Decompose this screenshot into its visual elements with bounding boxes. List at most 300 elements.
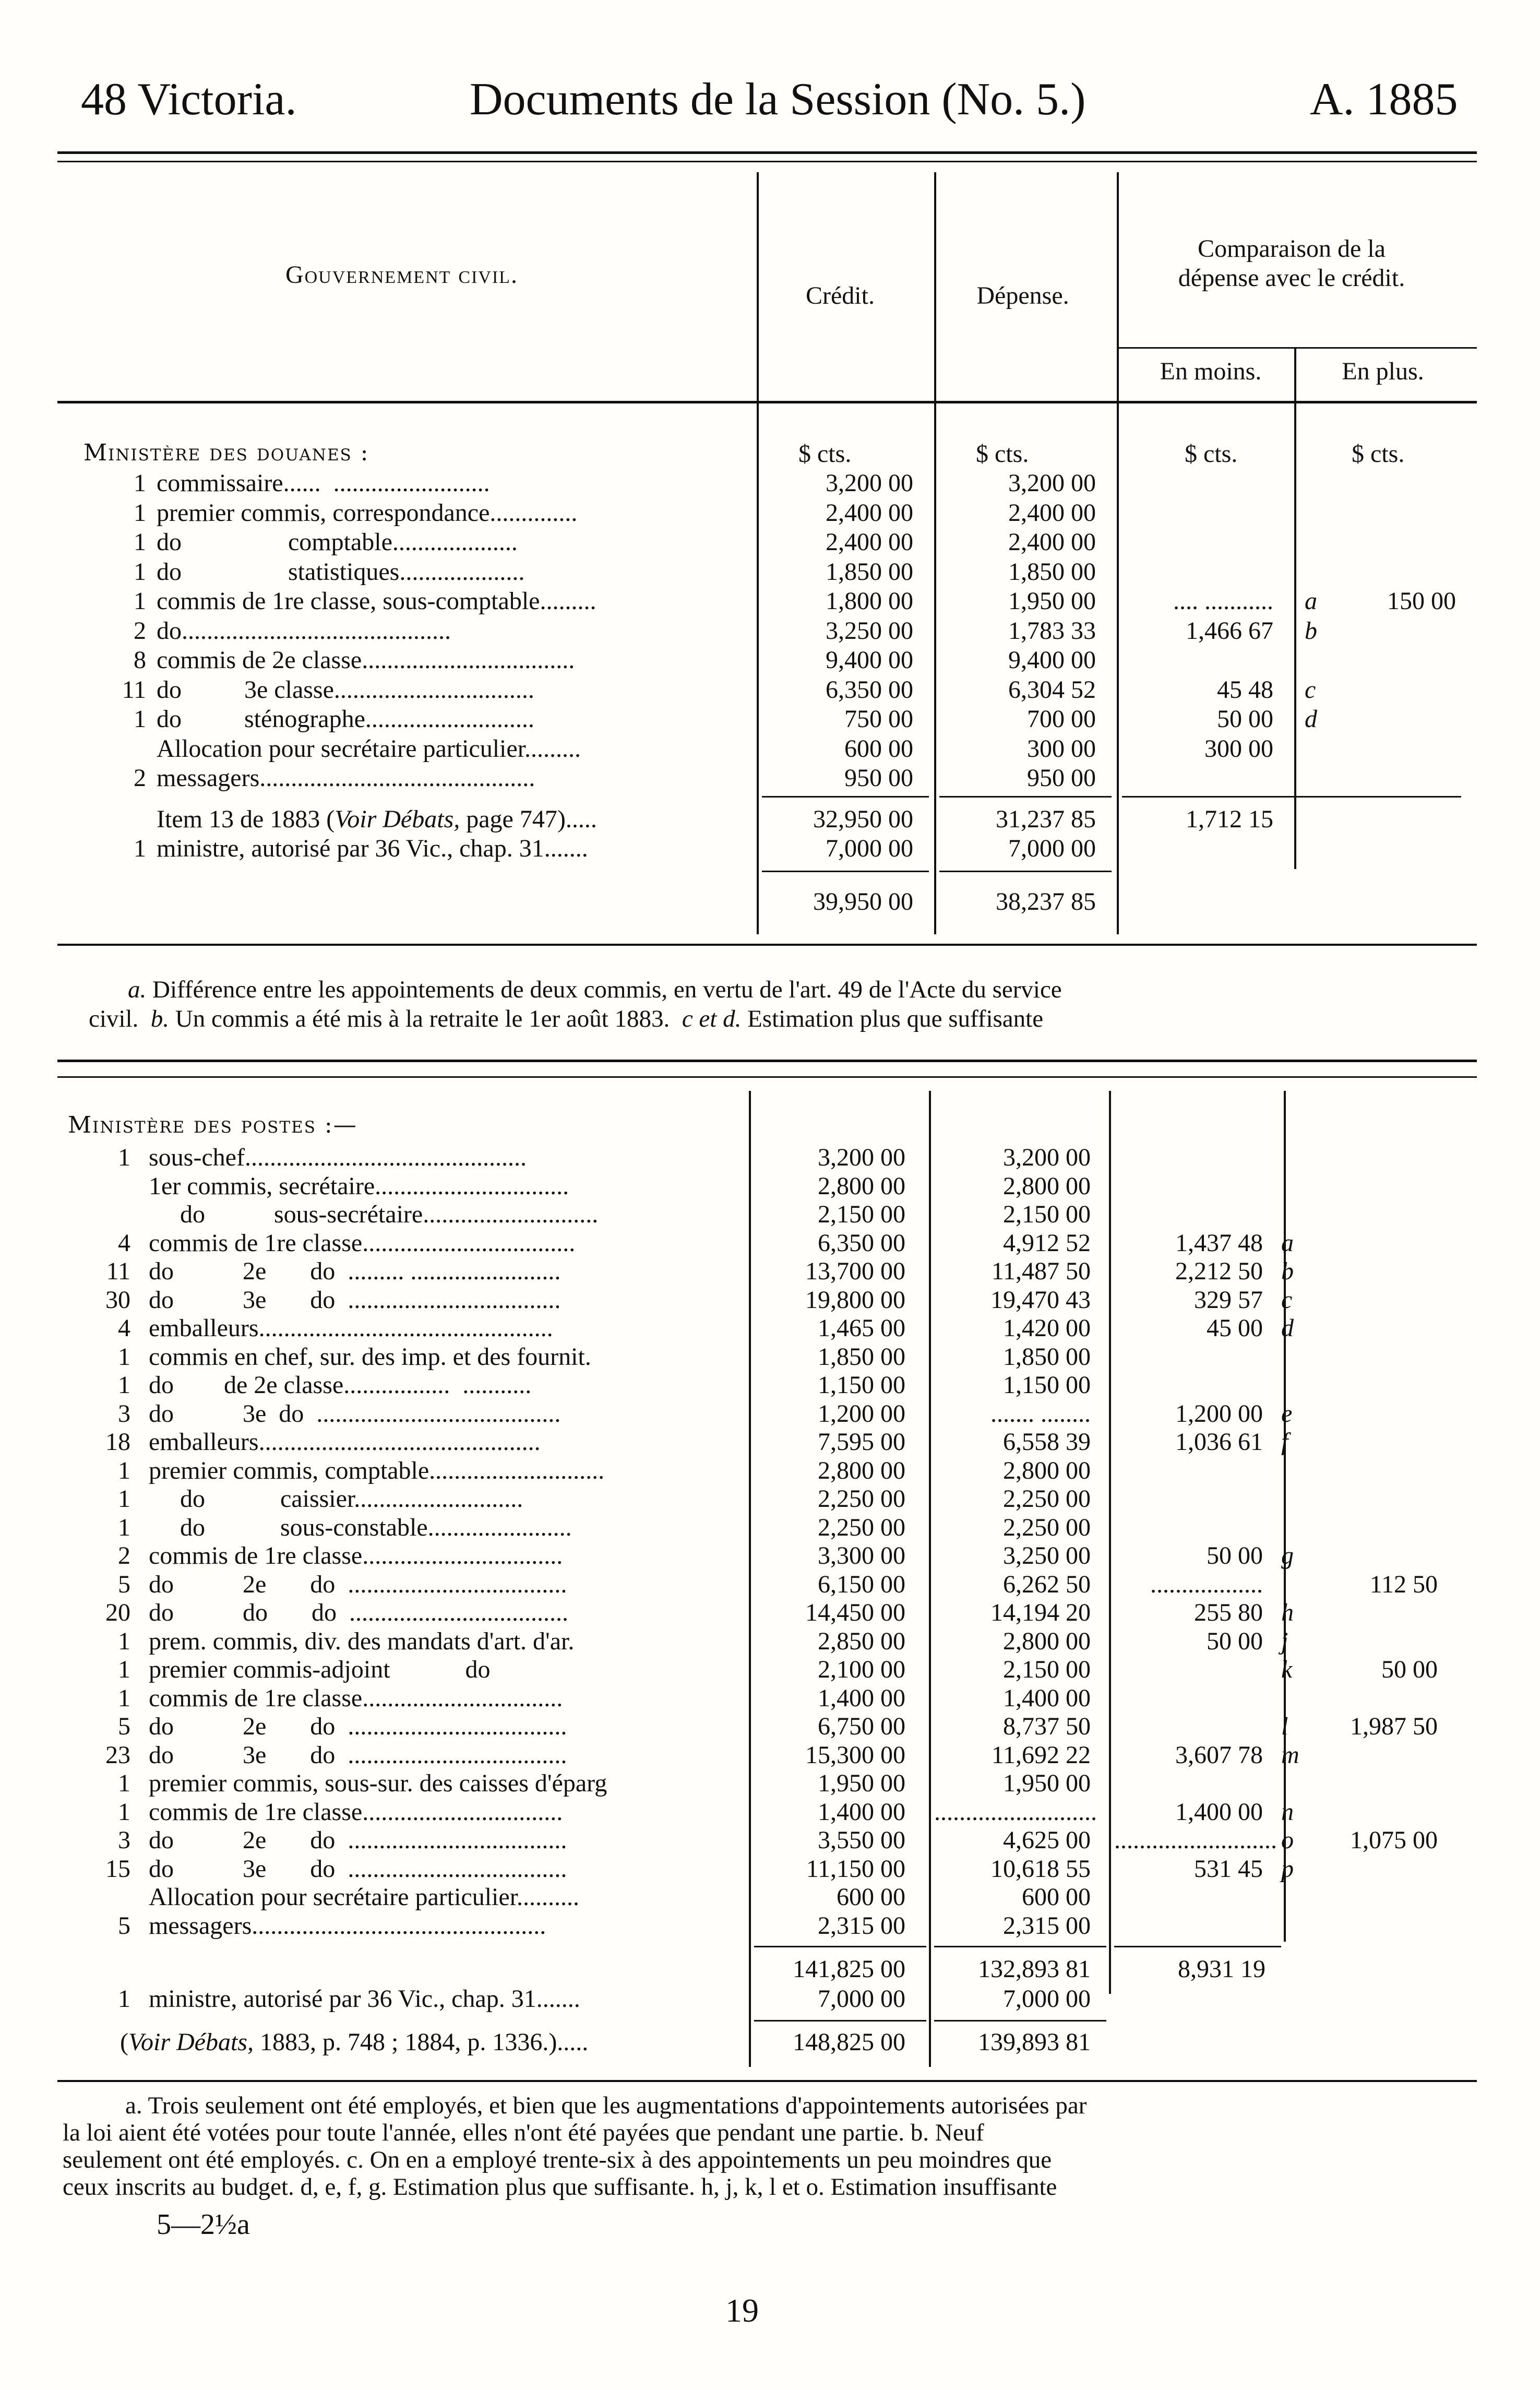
vrule-3	[1117, 172, 1119, 934]
row-credit: 600 00	[837, 1883, 905, 1911]
row-dep: 3,250 00	[1003, 1542, 1091, 1569]
row-desc-text: commissaire	[157, 469, 283, 497]
postes-total-rule-dep	[934, 2020, 1106, 2022]
row-desc	[149, 1229, 575, 1258]
row-desc: ministre, autorisé par 36 Vic., chap. 31.......	[149, 1985, 580, 2013]
row-desc	[157, 705, 534, 734]
row-count: 5	[118, 1911, 130, 1940]
row-moins: 3,607 78	[1175, 1741, 1263, 1769]
row-count: 5	[118, 1713, 130, 1740]
row-desc-text: prem. commis, div. des mandats d'art. d'ar.	[149, 1627, 575, 1655]
row-note-letter: o	[1281, 1826, 1294, 1854]
header-center: Documents de la Session (No. 5.)	[470, 74, 1086, 125]
row-dep: 300 00	[1027, 734, 1096, 763]
col-head-comparison-2: dépense avec le crédit.	[1178, 264, 1405, 292]
row-note-letter: a	[1281, 1229, 1294, 1257]
row-moins: 45 48	[1217, 675, 1273, 704]
row-desc	[149, 1484, 523, 1514]
unit-plus: $ cts.	[1352, 440, 1405, 468]
row-desc	[149, 1371, 531, 1400]
row-desc-text: do de 2e classe	[149, 1371, 344, 1399]
row-note-letter: h	[1281, 1599, 1294, 1626]
row-note-letter: c	[1281, 1286, 1293, 1314]
row-desc	[149, 1172, 569, 1201]
row-desc-text: do 2e do	[149, 1257, 336, 1285]
row-dep: 950 00	[1027, 764, 1096, 792]
row-desc-text: do 3e do	[149, 1741, 336, 1769]
postes-vrule-1	[749, 1091, 751, 2067]
row-credit: 6,750 00	[818, 1713, 905, 1740]
row-moins: 45 00	[1207, 1314, 1263, 1342]
row-leader-dots: ................................	[333, 675, 534, 704]
row-desc	[149, 1399, 560, 1429]
row-credit: 3,200 00	[826, 469, 913, 497]
row-note-letter: b	[1305, 616, 1317, 645]
row-plus: 1,987 50	[1350, 1713, 1438, 1740]
row-count: 1	[118, 1485, 130, 1513]
row-dep: 3,200 00	[1008, 469, 1096, 497]
row-desc	[157, 469, 490, 498]
row-dep: 2,250 00	[1003, 1485, 1091, 1513]
row-credit: 2,150 00	[818, 1200, 905, 1228]
row-count: 2	[134, 764, 146, 792]
row-moins: 531 45	[1194, 1854, 1263, 1883]
row-leader-dots: ...................................	[335, 1854, 567, 1883]
row-desc	[149, 1143, 527, 1172]
row-dep: 2,800 00	[1003, 1456, 1091, 1484]
row-note-letter: n	[1281, 1798, 1294, 1826]
row-dep: 11,692 22	[991, 1741, 1091, 1769]
total-rule-credit	[762, 871, 929, 872]
row-dep: 1,400 00	[1003, 1684, 1091, 1712]
row-credit: 2,250 00	[818, 1513, 905, 1541]
row-dep: 4,912 52	[1003, 1229, 1091, 1257]
row-count: 1	[118, 1342, 130, 1371]
row-dep: 1,950 00	[1003, 1769, 1091, 1797]
row-note-letter: f	[1281, 1428, 1288, 1456]
row-moins: 1,200 00	[1175, 1399, 1263, 1428]
row-credit: 2,250 00	[818, 1485, 905, 1513]
total-dep: 139,893 81	[978, 2028, 1091, 2056]
row-desc-text: premier commis, sous-sur. des caisses d'éparg	[149, 1769, 607, 1797]
item-desc: Item 13 de 1883 (	[157, 805, 335, 833]
total-desc: 1883, p. 748 ; 1884, p. 1336.).....	[253, 2028, 589, 2056]
row-desc	[149, 1257, 560, 1286]
row-moins: ..........................	[1114, 1826, 1277, 1854]
row-leader-dots: ...................................	[335, 1741, 567, 1769]
row-dep: 10,618 55	[990, 1854, 1091, 1883]
row-leader-dots: .......................................	[304, 1399, 561, 1428]
row-desc-text: emballeurs	[149, 1428, 259, 1456]
item-credit: 32,950 00	[813, 805, 913, 833]
row-note-letter: c	[1305, 675, 1316, 704]
col-head-depense: Dépense.	[976, 282, 1069, 310]
row-dep: 1,420 00	[1003, 1314, 1091, 1342]
row-desc-text: do 3e do	[149, 1286, 336, 1314]
row-count: 18	[105, 1428, 130, 1456]
row-desc-text: do comptable	[157, 528, 392, 556]
row-desc	[149, 1513, 572, 1542]
row-count: 1	[134, 528, 146, 556]
header-rule	[57, 151, 1477, 154]
row-credit: 7,595 00	[818, 1428, 905, 1456]
row-leader-dots: ............................................	[259, 764, 535, 792]
row-desc-text: do 3e do	[149, 1399, 304, 1428]
row-count: 11	[106, 1257, 130, 1285]
row-note-letter: b	[1281, 1257, 1294, 1285]
row-leader-dots: ...........................................	[182, 616, 451, 645]
row-note-letter: k	[1281, 1656, 1293, 1683]
row-credit: 19,800 00	[805, 1286, 905, 1314]
total-ital: Voir Débats,	[128, 2028, 254, 2056]
row-note-letter: a	[1305, 587, 1317, 615]
row-desc	[149, 1598, 568, 1627]
row-dep: 14,194 20	[990, 1599, 1091, 1626]
row-count: 8	[134, 646, 146, 674]
col-head-comparison-1: Comparaison de la	[1198, 235, 1386, 263]
row-count: 1	[134, 705, 146, 733]
postes-sum-rule-credit	[754, 1946, 926, 1947]
row-desc	[157, 646, 575, 675]
row-leader-dots: ...........................	[354, 1485, 523, 1513]
row-dep: 1,850 00	[1003, 1342, 1091, 1371]
row-plus: 50 00	[1381, 1656, 1438, 1683]
row-desc: ministre, autorisé par 36 Vic., chap. 31.......	[157, 835, 588, 862]
row-credit: 2,800 00	[818, 1456, 905, 1484]
subtotal-dep: 132,893 81	[978, 1955, 1091, 1983]
item-dep: 31,237 85	[996, 805, 1096, 833]
row-count: 1	[118, 1456, 130, 1484]
row-desc-text: premier commis-adjoint do	[149, 1656, 491, 1683]
row-desc	[149, 1541, 563, 1571]
row-desc	[149, 1286, 560, 1315]
row-desc	[157, 587, 596, 616]
row-dep: 3,200 00	[1003, 1144, 1091, 1171]
row-desc	[149, 1712, 567, 1741]
row-desc	[157, 557, 524, 587]
postes-vrule-2	[929, 1091, 931, 2067]
sum-rule-comp	[1122, 796, 1461, 798]
col-head-title: Gouvernement civil.	[285, 261, 519, 289]
row-dep: 9,400 00	[1008, 646, 1096, 674]
postes-sum-rule-dep	[934, 1946, 1106, 1947]
row-dep: 6,304 52	[1008, 675, 1096, 704]
row-leader-dots: ..................................	[362, 1229, 576, 1257]
unit-depense: $ cts.	[976, 440, 1029, 468]
row-credit: 950 00	[844, 764, 913, 792]
note-text-1: Différence entre les appointements de deux commis, en vertu de l'art. 49 de l'Acte du service	[146, 976, 1062, 1003]
row-credit: 1,850 00	[818, 1342, 905, 1371]
row-count: 1	[134, 557, 146, 586]
row-credit: 1,850 00	[826, 557, 913, 586]
row-desc	[157, 528, 518, 557]
row-count: 5	[118, 1570, 130, 1598]
postes-heading: Ministère des postes :—	[68, 1112, 357, 1138]
row-desc-text: do statistiques	[157, 557, 400, 586]
row-moins: 329 57	[1194, 1286, 1263, 1314]
row-plus: 112 50	[1369, 1570, 1438, 1598]
page-number: 19	[725, 2292, 759, 2329]
postes-vrule-3	[1109, 1091, 1111, 1994]
row-credit: 2,800 00	[818, 1172, 905, 1200]
row-desc	[149, 1342, 591, 1372]
row-desc-text: premier commis, comptable	[149, 1456, 429, 1484]
row-leader-dots: ...................................	[335, 1570, 567, 1598]
section-rule	[57, 1060, 1477, 1062]
total-dep: 38,237 85	[996, 888, 1096, 915]
row-desc	[157, 498, 577, 528]
vrule-2	[934, 172, 936, 934]
row-credit: 11,150 00	[806, 1854, 905, 1883]
row-credit: 1,950 00	[818, 1769, 905, 1797]
row-credit: 1,150 00	[818, 1371, 905, 1399]
row-count: 11	[122, 675, 146, 704]
row-leader-dots: ...................................	[335, 1713, 567, 1740]
head-bottom-rule	[57, 401, 1477, 403]
row-leader-dots: ......... ........................	[335, 1257, 561, 1285]
row-moins: 50 00	[1207, 1627, 1263, 1655]
row-leader-dots: ................................	[362, 1542, 563, 1569]
row-desc	[149, 1570, 567, 1599]
row-count: 1	[118, 1656, 130, 1683]
row-dep: 2,150 00	[1003, 1656, 1091, 1683]
row-credit: 6,350 00	[818, 1229, 905, 1257]
row-dep: 8,737 50	[1003, 1713, 1091, 1740]
row-desc	[157, 675, 534, 705]
row-desc-text: commis de 2e classe	[157, 646, 362, 674]
subtotal-credit: 141,825 00	[793, 1955, 905, 1983]
total-credit: 39,950 00	[813, 888, 913, 915]
row-credit: 2,850 00	[818, 1627, 905, 1655]
row-count: 1	[118, 1144, 130, 1171]
row-leader-dots: ................................	[362, 1798, 563, 1826]
row-credit: 9,400 00	[826, 646, 913, 674]
row-moins: ..................	[1150, 1570, 1263, 1598]
row-count: 1	[118, 1684, 130, 1712]
row-credit: 1,465 00	[818, 1314, 905, 1342]
row-desc	[149, 1798, 563, 1827]
row-credit: 2,400 00	[826, 528, 913, 556]
row-dep: 7,000 00	[1008, 835, 1096, 862]
row-dep: ..........................	[934, 1798, 1097, 1826]
row-desc-text: do sténographe	[157, 705, 365, 733]
row-desc-text: do caissier	[149, 1485, 354, 1513]
row-desc-text: do 3e do	[149, 1854, 336, 1883]
row-dep: 2,315 00	[1003, 1911, 1091, 1940]
row-credit: 1,200 00	[818, 1399, 905, 1428]
unit-credit: $ cts.	[798, 440, 852, 468]
col-head-en-moins: En moins.	[1160, 358, 1262, 385]
row-desc	[149, 1854, 567, 1884]
row-count: 2	[134, 616, 146, 645]
row-credit: 3,550 00	[818, 1826, 905, 1854]
row-desc-text: do sous-secrétaire	[149, 1200, 423, 1228]
row-plus: 150 00	[1387, 587, 1456, 615]
row-dep: 6,262 50	[1003, 1570, 1091, 1598]
row-count: 3	[118, 1826, 130, 1854]
row-leader-dots: ...........................	[365, 705, 534, 733]
note-start: civil.	[89, 1005, 139, 1032]
header-right: A. 1885	[1310, 74, 1458, 125]
row-desc-text: do do do	[149, 1599, 337, 1626]
note-letter-a: a.	[128, 976, 147, 1003]
row-count: 1	[118, 1513, 130, 1541]
col-head-credit: Crédit.	[806, 282, 875, 310]
row-dep: 4,625 00	[1003, 1826, 1091, 1854]
header-left: 48 Victoria.	[81, 74, 297, 125]
row-desc-text: messagers	[149, 1911, 252, 1940]
row-desc-text: do 3e classe	[157, 675, 334, 704]
row-credit: 1,800 00	[826, 587, 913, 615]
row-credit: 2,100 00	[818, 1656, 905, 1683]
postes-bottom-rule	[57, 2080, 1477, 2082]
row-desc-text: commis de 1re classe	[149, 1798, 363, 1826]
row-note-letter: l	[1281, 1713, 1288, 1740]
item-ital: Voir Débats,	[335, 805, 460, 833]
row-desc-text: do 2e do	[149, 1570, 336, 1598]
row-leader-dots: ...................................	[337, 1599, 568, 1626]
row-leader-dots: ..............	[490, 498, 578, 527]
postes-note-0: a. Trois seulement ont été employés, et bien que les augmentations d'appointements autorisées par	[125, 2092, 1087, 2119]
row-credit: 600 00	[844, 734, 913, 763]
row-dep: ....... ........	[990, 1399, 1091, 1428]
note-end: Estimation plus que suffisante	[741, 1005, 1044, 1032]
row-dep: 1,950 00	[1008, 587, 1096, 615]
row-desc-text: 1er commis, secrétaire	[149, 1172, 375, 1200]
row-note-letter: d	[1281, 1314, 1294, 1342]
row-dep: 11,487 50	[991, 1257, 1091, 1285]
row-desc-text: commis de 1re classe	[149, 1684, 363, 1712]
douanes-note-line1	[128, 976, 1062, 1003]
row-desc	[149, 1883, 579, 1912]
row-dep: 19,470 43	[990, 1286, 1091, 1314]
vrule-1	[757, 172, 759, 934]
row-desc	[149, 1627, 574, 1656]
page: 48 Victoria. Documents de la Session (No. 5.) A. 1885 Gouvernement civil. Crédit. Dépense. Comparaison de la dépense avec le crédit. En moins. En plus. Ministère des douanes : $ cts. $ cts. $ cts. $ cts. 1 commissaire...... ......................... 3,200 00 3,200 00 1 premier commis, correspondance.............. 2,400 00 2,400 00 1 do comptable.................... 2,400 00 2,400 00 1 do statistiques.................... 1,850 00 1,850 00 1 commis de 1re classe, sous-comptable......... 1,800 00 1,950 00 .... ........... a 150 00 2 do........................................... 3,250 00 1,783 33 1,466 67 b 8 commis de 2e classe.................................. 9,400 00 9,400 00 11 do 3e classe................................ 6,350 00 6,304 52 45 48 c 1 do sténographe........................... 750 00 700 00 50 00 d Allocation pour secrétaire particulier......... 600 00 300 00 300 00 2 messagers............................................ 950 00 950 00 Item 13 de 1883 (Voir Débats, page 747)..... 32,950 00 31,237 85 1,712 15 1 ministre, autorisé par 36 Vic., chap. 31....... 7,000 00 7,000 00 39,950 00 38,237 85 a. Différence entre les appointements de deux commis, en vertu de l'art. 49 de l'Acte du service civil. b. Un commis a été mis à la retraite le 1er août 1883. c et d. Estimation plus que suffisante Ministère des postes :— 1 sous-chef............................................. 3,200 00 3,200 00 1er commis, secrétaire............................... 2,800 00 2,800 00 do sous-secrétaire............................ 2,150 00 2,150 00 4 commis de 1re classe.................................. 6,350 00 4,912 52 1,437 48 a 11 do 2e do ......... ........................ 13,700 00 11,487 50 2,212 50 b 30 do 3e do .................................. 19,800 00 19,470 43 329 57 c 4 emballeurs............................................... 1,465 00 1,420 00 45 00 d 1 commis en chef, sur. des imp. et des fournit. 1,850 00 1,850 00 1 do de 2e classe................. ........... 1,150 00 1,150 00 3 do 3e do ....................................... 1,200 00 ....... ........ 1,200 00 e 18 emballeurs............................................. 7,595 00 6,558 39 1,036 61 f 1 premier commis, comptable............................ 2,800 00 2,800 00 1 do caissier........................... 2,250 00 2,250 00 1 do sous-constable....................... 2,250 00 2,250 00 2 commis de 1re classe................................ 3,300 00 3,250 00 50 00 g 5 do 2e do ................................... 6,150 00 6,262 50 .................. 112 50 20 do do do ................................... 14,450 00 14,194 20 255 80 h 1 prem. commis, div. des mandats d'art. d'ar. 2,850 00 2,800 00 50 00 j 1 premier commis-adjoint do 2,100 00 2,150 00 k 50 00 1 commis de 1re classe................................ 1,400 00 1,400 00 5 do 2e do ................................... 6,750 00 8,737 50 l 1,987 50 23 do 3e do ................................... 15,300 00 11,692 22 3,607 78 m 1 premier commis, sous-sur. des caisses d'éparg 1,950 00 1,950 00 1 commis de 1re classe................................ 1,400 00 .......................... 1,400 00 n 3 do 2e do ................................... 3,550 00 4,625 00 .......................... o 1,075 00 15 do 3e do ................................... 11,150 00 10,618 55 531 45 p Allocation pour secrétaire particulier.......... 600 00 600 00 5 messagers............................................... 2,315 00 2,315 00 141,825 00 132,893 81 8,931 19 1 ministre, autorisé par 36 Vic., chap. 31....... 7,000 00 7,000 00 (Voir Débats, 1883, p. 748 ; 1884, p. 1336.)..... 148,825 00 139,893 81 a. Trois seulement ont été employés, et bien que les augmentations d'appointements autorisées par la loi aient été votées pour toute l'année, elles n'ont été payées que pendant une partie. b. Neuf seulement ont été employés. c. On en a employé trente-six à des appointements un peu moindres que ceux inscrits au budget. d, e, f, g. Estimation plus que suffisante. h, j, k, l et o. Estimation insuffisante 5—2½a 19	[0, 0, 1540, 2390]
row-credit: 6,350 00	[826, 675, 913, 704]
row-credit: 7,000 00	[826, 835, 913, 862]
row-desc	[149, 1314, 553, 1343]
row-dep: 700 00	[1027, 705, 1096, 733]
total-rule-dep	[939, 871, 1112, 872]
row-desc-text: messagers	[157, 764, 260, 792]
row-leader-dots: ...............................................	[258, 1314, 553, 1342]
row-note-letter: e	[1281, 1399, 1293, 1428]
row-credit: 2,400 00	[826, 498, 913, 527]
row-dep: 2,400 00	[1008, 528, 1096, 556]
row-count: 3	[118, 1399, 130, 1428]
row-leader-dots: .............................................	[244, 1144, 527, 1171]
row-credit: 1,400 00	[818, 1798, 905, 1826]
row-count: 1	[134, 587, 146, 615]
comparison-rule	[1117, 347, 1477, 349]
note-mid: Un commis a été mis à la retraite le 1er août 1883.	[169, 1005, 670, 1032]
row-plus: 1,075 00	[1350, 1826, 1438, 1854]
row-dep: 2,400 00	[1008, 498, 1096, 527]
row-desc-text: commis de 1re classe	[149, 1542, 363, 1569]
row-note-letter: m	[1281, 1741, 1299, 1769]
row-moins: 2,212 50	[1175, 1257, 1263, 1285]
row-leader-dots: ..................................	[335, 1286, 561, 1314]
douanes-note-line2	[89, 1005, 1043, 1032]
row-moins: .... ...........	[1173, 587, 1273, 615]
row-count: 20	[105, 1599, 130, 1626]
row-note-letter: g	[1281, 1542, 1294, 1569]
row-count: 1	[118, 1985, 130, 2013]
row-note-letter: p	[1281, 1854, 1294, 1883]
row-dep: 7,000 00	[1003, 1985, 1091, 2013]
row-leader-dots: ............................	[423, 1200, 599, 1228]
postes-note-3: ceux inscrits au budget. d, e, f, g. Estimation plus que suffisante. h, j, k, l et o. Estimation insuffisante	[63, 2173, 1057, 2201]
section-rule-thin	[57, 1076, 1477, 1078]
row-leader-dots: ...............................................	[252, 1911, 546, 1940]
row-desc-text: sous-chef	[149, 1144, 245, 1171]
row-credit: 2,315 00	[818, 1911, 905, 1940]
row-moins: 300 00	[1204, 734, 1273, 763]
row-note-letter: j	[1281, 1627, 1288, 1655]
row-leader-dots: ....................	[392, 528, 518, 556]
row-leader-dots: ..................................	[362, 646, 575, 674]
row-credit: 13,700 00	[805, 1257, 905, 1285]
vrule-4	[1294, 347, 1296, 869]
sum-rule-dep	[939, 796, 1112, 798]
row-desc-text: Allocation pour secrétaire particulier	[149, 1883, 517, 1911]
row-moins: 255 80	[1194, 1599, 1263, 1626]
row-credit: 3,250 00	[826, 616, 913, 645]
row-count: 4	[118, 1229, 130, 1257]
row-count: 23	[105, 1741, 130, 1769]
row-desc-text: commis de 1re classe, sous-comptable	[157, 587, 540, 615]
postes-note-2: seulement ont été employés. c. On en a employé trente-six à des appointements un peu moindres que	[63, 2146, 1052, 2173]
douanes-bottom-rule	[57, 944, 1477, 946]
row-desc-text: do 2e do	[149, 1713, 336, 1740]
row-credit: 14,450 00	[805, 1599, 905, 1626]
postes-sum-rule-moins	[1114, 1946, 1281, 1947]
row-desc	[157, 764, 535, 793]
row-dep: 1,783 33	[1008, 616, 1096, 645]
row-moins: 1,400 00	[1175, 1798, 1263, 1826]
row-credit: 750 00	[844, 705, 913, 733]
postes-total-rule-credit	[754, 2020, 926, 2022]
item-rest: page 747).....	[460, 805, 597, 833]
item-moins: 1,712 15	[1186, 805, 1273, 833]
row-leader-dots: ...............................	[375, 1172, 569, 1200]
row-count: 1	[118, 1371, 130, 1399]
col-head-en-plus: En plus.	[1342, 358, 1424, 385]
row-leader-dots: ............................	[429, 1456, 605, 1484]
row-desc-text: premier commis, correspondance	[157, 498, 490, 527]
row-desc-text: do	[157, 616, 182, 645]
row-moins: 1,466 67	[1186, 616, 1273, 645]
row-desc	[149, 1769, 607, 1798]
row-desc	[149, 1655, 491, 1684]
row-count: 15	[105, 1854, 130, 1883]
row-count: 1	[118, 1627, 130, 1655]
douanes-heading: Ministère des douanes :	[83, 439, 369, 466]
row-desc	[149, 1456, 604, 1485]
row-count: 1	[134, 469, 146, 497]
subtotal-moins: 8,931 19	[1178, 1955, 1266, 1983]
row-moins: 50 00	[1217, 705, 1273, 733]
row-moins: 1,036 61	[1175, 1428, 1263, 1456]
row-credit: 6,150 00	[818, 1570, 905, 1598]
note-letters-cd: c et d.	[682, 1005, 742, 1032]
row-note-letter: d	[1305, 705, 1317, 733]
row-leader-dots: .......................	[427, 1513, 572, 1541]
row-desc	[157, 616, 451, 646]
signature-mark: 5—2½a	[157, 2208, 250, 2241]
row-dep: 1,850 00	[1008, 557, 1096, 586]
